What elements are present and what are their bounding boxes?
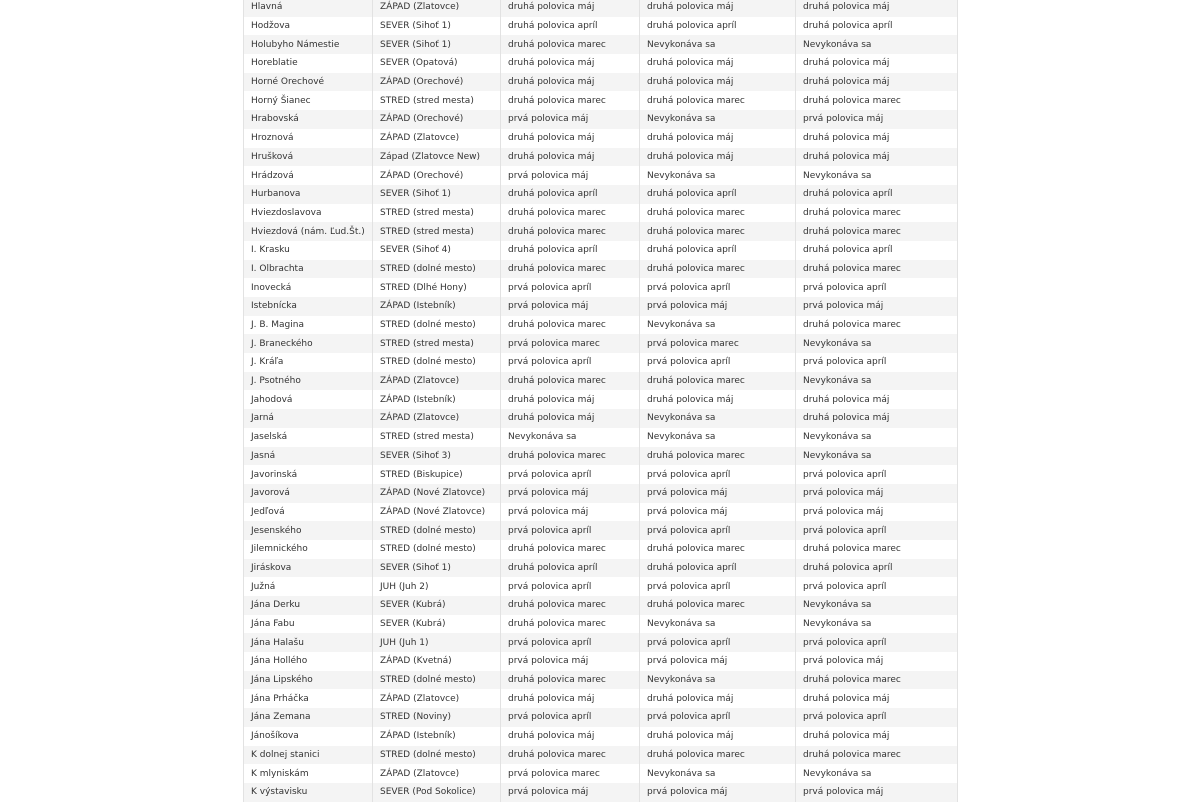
table-row (244, 559, 958, 578)
table-row (244, 390, 958, 409)
street-name-cell: Hrádzová (244, 166, 373, 185)
table-row (244, 727, 958, 746)
district-cell: ZÁPAD (Kvetná) (373, 652, 501, 671)
term-cell-3: prvá polovica máj (796, 297, 958, 316)
term-cell-1: druhá polovica marec (501, 596, 640, 615)
term-cell-1: druhá polovica máj (501, 0, 640, 17)
table-row (244, 316, 958, 335)
table-row (244, 241, 958, 260)
term-cell-3: druhá polovica apríl (796, 185, 958, 204)
district-cell: ZÁPAD (Zlatovce) (373, 764, 501, 783)
term-cell-2: druhá polovica marec (640, 596, 796, 615)
table-row (244, 54, 958, 73)
street-name-cell: I. Olbrachta (244, 260, 373, 279)
term-cell-2: druhá polovica marec (640, 372, 796, 391)
term-cell-1: prvá polovica apríl (501, 465, 640, 484)
term-cell-2: prvá polovica marec (640, 334, 796, 353)
term-cell-2: prvá polovica apríl (640, 278, 796, 297)
term-cell-2: Nevykonáva sa (640, 409, 796, 428)
term-cell-2: Nevykonáva sa (640, 110, 796, 129)
term-cell-1: druhá polovica apríl (501, 17, 640, 36)
term-cell-3: druhá polovica máj (796, 73, 958, 92)
term-cell-2: druhá polovica marec (640, 260, 796, 279)
term-cell-2: prvá polovica apríl (640, 577, 796, 596)
term-cell-3: druhá polovica máj (796, 390, 958, 409)
term-cell-1: prvá polovica apríl (501, 278, 640, 297)
term-cell-3: druhá polovica marec (796, 204, 958, 223)
term-cell-1: druhá polovica máj (501, 73, 640, 92)
term-cell-2: druhá polovica máj (640, 727, 796, 746)
term-cell-2: Nevykonáva sa (640, 671, 796, 690)
term-cell-1: druhá polovica máj (501, 409, 640, 428)
term-cell-3: druhá polovica marec (796, 746, 958, 765)
term-cell-1: druhá polovica marec (501, 35, 640, 54)
district-cell: SEVER (Sihoť 1) (373, 17, 501, 36)
table-row (244, 708, 958, 727)
term-cell-2: druhá polovica apríl (640, 559, 796, 578)
street-name-cell: Jilemnického (244, 540, 373, 559)
table-row (244, 783, 958, 802)
district-cell: ZÁPAD (Zlatovce) (373, 129, 501, 148)
table-row (244, 297, 958, 316)
table-row (244, 615, 958, 634)
term-cell-1: druhá polovica marec (501, 204, 640, 223)
term-cell-2: prvá polovica apríl (640, 521, 796, 540)
street-name-cell: Jána Prháčka (244, 689, 373, 708)
table-row (244, 334, 958, 353)
term-cell-3: prvá polovica máj (796, 783, 958, 802)
term-cell-1: druhá polovica marec (501, 260, 640, 279)
street-name-cell: Jána Derku (244, 596, 373, 615)
term-cell-1: prvá polovica máj (501, 110, 640, 129)
term-cell-1: prvá polovica apríl (501, 521, 640, 540)
term-cell-2: prvá polovica máj (640, 503, 796, 522)
district-cell: ZÁPAD (Zlatovce) (373, 409, 501, 428)
district-cell: ZÁPAD (Nové Zlatovce) (373, 484, 501, 503)
street-name-cell: J. B. Magina (244, 316, 373, 335)
term-cell-2: prvá polovica apríl (640, 353, 796, 372)
term-cell-3: druhá polovica máj (796, 54, 958, 73)
term-cell-3: Nevykonáva sa (796, 764, 958, 783)
term-cell-3: Nevykonáva sa (796, 35, 958, 54)
district-cell: ZÁPAD (Zlatovce) (373, 0, 501, 17)
term-cell-1: druhá polovica máj (501, 727, 640, 746)
term-cell-3: druhá polovica marec (796, 91, 958, 110)
district-cell: ZÁPAD (Orechové) (373, 73, 501, 92)
street-name-cell: Jána Fabu (244, 615, 373, 634)
district-cell: SEVER (Sihoť 1) (373, 559, 501, 578)
street-name-cell: Hodžova (244, 17, 373, 36)
street-name-cell: J. Psotného (244, 372, 373, 391)
term-cell-3: druhá polovica máj (796, 0, 958, 17)
district-cell: ZÁPAD (Istebník) (373, 297, 501, 316)
street-name-cell: Hroznová (244, 129, 373, 148)
term-cell-1: prvá polovica máj (501, 783, 640, 802)
district-cell: ZÁPAD (Istebník) (373, 727, 501, 746)
term-cell-3: prvá polovica apríl (796, 577, 958, 596)
district-cell: STRED (dolné mesto) (373, 353, 501, 372)
term-cell-2: druhá polovica máj (640, 390, 796, 409)
street-name-cell: Hviezdoslavova (244, 204, 373, 223)
table-row (244, 260, 958, 279)
district-cell: STRED (dolné mesto) (373, 746, 501, 765)
term-cell-1: druhá polovica apríl (501, 559, 640, 578)
term-cell-3: prvá polovica apríl (796, 521, 958, 540)
street-name-cell: Jána Zemana (244, 708, 373, 727)
district-cell: STRED (stred mesta) (373, 222, 501, 241)
street-name-cell: Jána Hollého (244, 652, 373, 671)
term-cell-1: druhá polovica máj (501, 129, 640, 148)
term-cell-3: druhá polovica apríl (796, 241, 958, 260)
term-cell-1: prvá polovica apríl (501, 708, 640, 727)
term-cell-1: druhá polovica máj (501, 148, 640, 167)
term-cell-3: Nevykonáva sa (796, 372, 958, 391)
street-name-cell: Horné Orechové (244, 73, 373, 92)
street-name-cell: J. Braneckého (244, 334, 373, 353)
term-cell-3: prvá polovica apríl (796, 708, 958, 727)
table-row (244, 129, 958, 148)
term-cell-3: Nevykonáva sa (796, 596, 958, 615)
table-row (244, 204, 958, 223)
term-cell-2: druhá polovica apríl (640, 241, 796, 260)
district-cell: SEVER (Pod Sokolice) (373, 783, 501, 802)
district-cell: STRED (Biskupice) (373, 465, 501, 484)
term-cell-3: Nevykonáva sa (796, 334, 958, 353)
term-cell-1: prvá polovica máj (501, 166, 640, 185)
term-cell-2: druhá polovica marec (640, 447, 796, 466)
term-cell-3: druhá polovica marec (796, 316, 958, 335)
street-name-cell: Jiráskova (244, 559, 373, 578)
table-row (244, 428, 958, 447)
street-name-cell: Horný Šianec (244, 91, 373, 110)
term-cell-1: druhá polovica marec (501, 372, 640, 391)
term-cell-3: prvá polovica máj (796, 110, 958, 129)
term-cell-3: prvá polovica máj (796, 652, 958, 671)
term-cell-1: prvá polovica apríl (501, 633, 640, 652)
street-name-cell: Jedľová (244, 503, 373, 522)
district-cell: SEVER (Kubrá) (373, 615, 501, 634)
term-cell-1: druhá polovica máj (501, 54, 640, 73)
street-name-cell: Hviezdová (nám. Ľud.Št.) (244, 222, 373, 241)
term-cell-1: druhá polovica marec (501, 671, 640, 690)
table-row (244, 465, 958, 484)
street-name-cell: Istebnícka (244, 297, 373, 316)
table-row (244, 278, 958, 297)
term-cell-2: druhá polovica apríl (640, 17, 796, 36)
street-name-cell: K mlyniskám (244, 764, 373, 783)
term-cell-3: druhá polovica máj (796, 148, 958, 167)
term-cell-2: prvá polovica máj (640, 297, 796, 316)
table-row (244, 166, 958, 185)
term-cell-1: druhá polovica apríl (501, 241, 640, 260)
street-name-cell: Jaselská (244, 428, 373, 447)
term-cell-3: prvá polovica máj (796, 484, 958, 503)
term-cell-1: druhá polovica marec (501, 222, 640, 241)
table-row (244, 521, 958, 540)
street-name-cell: Jána Lipského (244, 671, 373, 690)
term-cell-2: prvá polovica apríl (640, 633, 796, 652)
term-cell-2: Nevykonáva sa (640, 428, 796, 447)
table-row (244, 671, 958, 690)
district-cell: SEVER (Sihoť 4) (373, 241, 501, 260)
term-cell-2: prvá polovica máj (640, 783, 796, 802)
table-row (244, 0, 958, 17)
district-cell: STRED (dolné mesto) (373, 671, 501, 690)
district-cell: STRED (stred mesta) (373, 91, 501, 110)
term-cell-3: prvá polovica apríl (796, 278, 958, 297)
table-row (244, 91, 958, 110)
district-cell: STRED (Noviny) (373, 708, 501, 727)
term-cell-2: prvá polovica apríl (640, 708, 796, 727)
street-name-cell: K dolnej stanici (244, 746, 373, 765)
term-cell-1: prvá polovica apríl (501, 577, 640, 596)
street-name-cell: Jána Halašu (244, 633, 373, 652)
district-cell: ZÁPAD (Istebník) (373, 390, 501, 409)
district-cell: STRED (stred mesta) (373, 204, 501, 223)
term-cell-1: Nevykonáva sa (501, 428, 640, 447)
street-name-cell: Hrušková (244, 148, 373, 167)
table-row (244, 764, 958, 783)
term-cell-3: prvá polovica apríl (796, 353, 958, 372)
term-cell-3: druhá polovica marec (796, 671, 958, 690)
term-cell-2: druhá polovica máj (640, 148, 796, 167)
table-row (244, 447, 958, 466)
term-cell-2: druhá polovica máj (640, 54, 796, 73)
table-row (244, 110, 958, 129)
table-body (244, 0, 958, 802)
term-cell-2: druhá polovica marec (640, 746, 796, 765)
term-cell-2: Nevykonáva sa (640, 35, 796, 54)
table-row (244, 222, 958, 241)
street-name-cell: Inovecká (244, 278, 373, 297)
street-name-cell: Jarná (244, 409, 373, 428)
term-cell-1: druhá polovica máj (501, 689, 640, 708)
term-cell-3: Nevykonáva sa (796, 447, 958, 466)
district-cell: STRED (dolné mesto) (373, 260, 501, 279)
street-name-cell: Hurbanova (244, 185, 373, 204)
street-name-cell: Jahodová (244, 390, 373, 409)
district-cell: STRED (stred mesta) (373, 334, 501, 353)
table-row (244, 540, 958, 559)
term-cell-1: druhá polovica marec (501, 746, 640, 765)
term-cell-3: druhá polovica apríl (796, 559, 958, 578)
term-cell-2: druhá polovica marec (640, 91, 796, 110)
term-cell-2: druhá polovica marec (640, 540, 796, 559)
term-cell-1: druhá polovica marec (501, 91, 640, 110)
term-cell-3: druhá polovica apríl (796, 17, 958, 36)
table-row (244, 577, 958, 596)
district-cell: STRED (dolné mesto) (373, 540, 501, 559)
term-cell-3: druhá polovica marec (796, 260, 958, 279)
table-row (244, 652, 958, 671)
district-cell: SEVER (Sihoť 1) (373, 35, 501, 54)
district-cell: SEVER (Opatová) (373, 54, 501, 73)
street-name-cell: Jesenského (244, 521, 373, 540)
street-name-cell: Javorová (244, 484, 373, 503)
table-row (244, 746, 958, 765)
street-name-cell: Hrabovská (244, 110, 373, 129)
term-cell-1: druhá polovica marec (501, 615, 640, 634)
district-cell: JUH (Juh 2) (373, 577, 501, 596)
term-cell-2: druhá polovica máj (640, 73, 796, 92)
term-cell-3: druhá polovica máj (796, 689, 958, 708)
street-name-cell: J. Kráľa (244, 353, 373, 372)
table-row (244, 148, 958, 167)
table-row (244, 689, 958, 708)
term-cell-3: druhá polovica marec (796, 222, 958, 241)
district-cell: ZÁPAD (Nové Zlatovce) (373, 503, 501, 522)
table-row (244, 73, 958, 92)
street-name-cell: Hlavná (244, 0, 373, 17)
term-cell-3: Nevykonáva sa (796, 166, 958, 185)
district-cell: ZÁPAD (Zlatovce) (373, 372, 501, 391)
street-name-cell: Južná (244, 577, 373, 596)
district-cell: SEVER (Sihoť 3) (373, 447, 501, 466)
table-row (244, 409, 958, 428)
term-cell-2: druhá polovica máj (640, 129, 796, 148)
district-cell: STRED (dolné mesto) (373, 316, 501, 335)
street-name-cell: I. Krasku (244, 241, 373, 260)
street-name-cell: Javorinská (244, 465, 373, 484)
term-cell-1: prvá polovica apríl (501, 353, 640, 372)
district-cell: STRED (stred mesta) (373, 428, 501, 447)
term-cell-3: druhá polovica marec (796, 540, 958, 559)
term-cell-2: Nevykonáva sa (640, 764, 796, 783)
term-cell-2: druhá polovica marec (640, 204, 796, 223)
term-cell-3: Nevykonáva sa (796, 428, 958, 447)
term-cell-2: prvá polovica máj (640, 652, 796, 671)
term-cell-3: Nevykonáva sa (796, 615, 958, 634)
term-cell-1: prvá polovica máj (501, 484, 640, 503)
term-cell-1: prvá polovica máj (501, 297, 640, 316)
district-cell: ZÁPAD (Orechové) (373, 166, 501, 185)
term-cell-1: druhá polovica marec (501, 447, 640, 466)
term-cell-1: prvá polovica marec (501, 764, 640, 783)
term-cell-3: prvá polovica apríl (796, 465, 958, 484)
term-cell-2: druhá polovica apríl (640, 185, 796, 204)
term-cell-3: druhá polovica máj (796, 409, 958, 428)
street-name-cell: Holubyho Námestie (244, 35, 373, 54)
table-row (244, 353, 958, 372)
term-cell-3: druhá polovica máj (796, 129, 958, 148)
term-cell-2: prvá polovica máj (640, 484, 796, 503)
table-row (244, 596, 958, 615)
term-cell-2: Nevykonáva sa (640, 615, 796, 634)
term-cell-1: druhá polovica marec (501, 316, 640, 335)
street-schedule-table (243, 0, 958, 802)
table-row (244, 503, 958, 522)
table-row (244, 185, 958, 204)
term-cell-1: prvá polovica máj (501, 652, 640, 671)
street-name-cell: K výstavisku (244, 783, 373, 802)
term-cell-2: druhá polovica máj (640, 0, 796, 17)
street-name-cell: Horeblatie (244, 54, 373, 73)
table-row (244, 35, 958, 54)
district-cell: ZÁPAD (Orechové) (373, 110, 501, 129)
term-cell-2: druhá polovica máj (640, 689, 796, 708)
term-cell-1: prvá polovica marec (501, 334, 640, 353)
street-name-cell: Jasná (244, 447, 373, 466)
term-cell-2: prvá polovica apríl (640, 465, 796, 484)
term-cell-1: druhá polovica marec (501, 540, 640, 559)
district-cell: SEVER (Sihoť 1) (373, 185, 501, 204)
term-cell-3: prvá polovica máj (796, 503, 958, 522)
term-cell-2: Nevykonáva sa (640, 316, 796, 335)
table-row (244, 372, 958, 391)
table-row (244, 484, 958, 503)
term-cell-1: prvá polovica máj (501, 503, 640, 522)
district-cell: STRED (Dlhé Hony) (373, 278, 501, 297)
term-cell-1: druhá polovica máj (501, 390, 640, 409)
district-cell: SEVER (Kubrá) (373, 596, 501, 615)
table-row (244, 633, 958, 652)
term-cell-1: druhá polovica apríl (501, 185, 640, 204)
district-cell: JUH (Juh 1) (373, 633, 501, 652)
term-cell-2: Nevykonáva sa (640, 166, 796, 185)
district-cell: STRED (dolné mesto) (373, 521, 501, 540)
term-cell-3: prvá polovica apríl (796, 633, 958, 652)
street-name-cell: Jánošíkova (244, 727, 373, 746)
term-cell-3: druhá polovica máj (796, 727, 958, 746)
table-row (244, 17, 958, 36)
term-cell-2: druhá polovica marec (640, 222, 796, 241)
district-cell: ZÁPAD (Zlatovce) (373, 689, 501, 708)
district-cell: Západ (Zlatovce New) (373, 148, 501, 167)
